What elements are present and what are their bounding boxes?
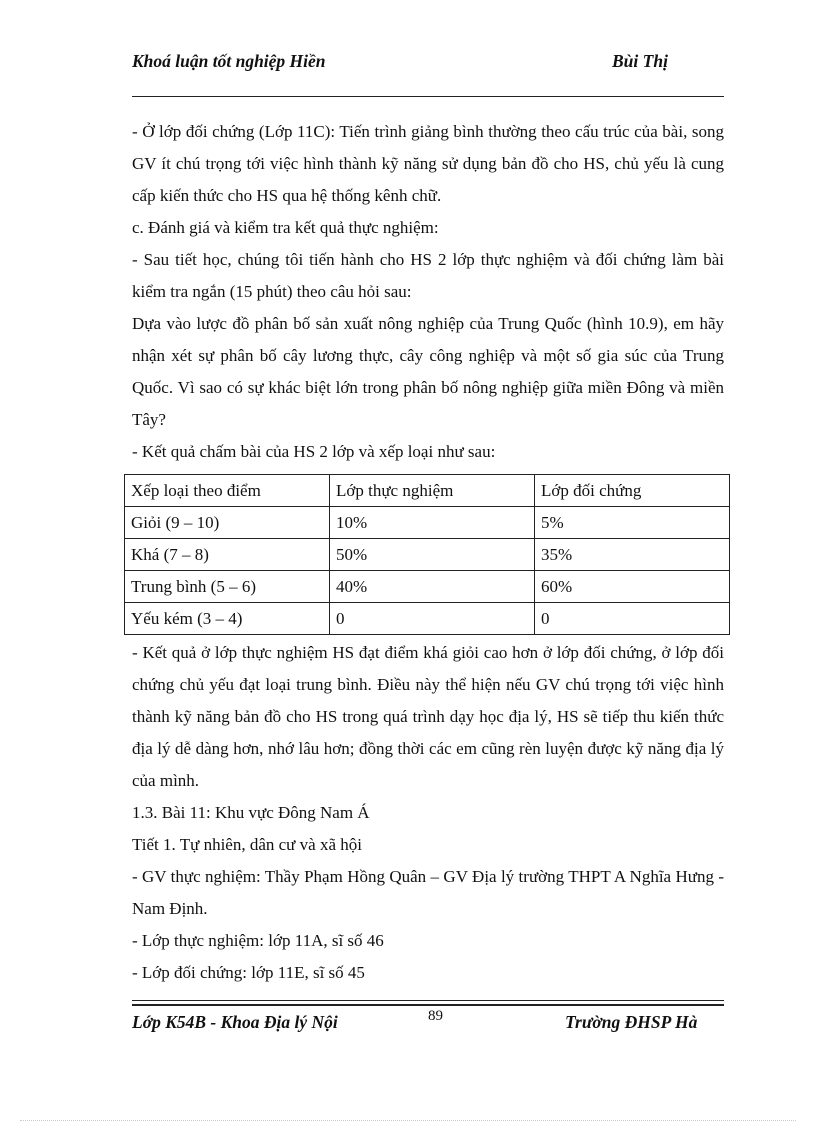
table-cell: 0 <box>330 603 535 635</box>
paragraph-test-intro: - Sau tiết học, chúng tôi tiến hành cho HS 2 lớp thực nghiệm và đối chứng làm bài kiểm tra ngắn (15 phút) theo câu hỏi sau: <box>132 250 724 301</box>
footer-rule-thin <box>132 1000 724 1001</box>
table-cell: 35% <box>535 539 730 571</box>
table-row <box>125 603 730 635</box>
paragraph-experimental-class: - Lớp thực nghiệm: lớp 11A, sĩ số 46 <box>132 931 384 950</box>
paragraph-results-intro: - Kết quả chấm bài của HS 2 lớp và xếp loại như sau: <box>132 442 496 461</box>
page-bottom-dotted-edge <box>20 1120 796 1121</box>
paragraph-results-analysis: - Kết quả ở lớp thực nghiệm HS đạt điểm khá giỏi cao hơn ở lớp đối chứng, ở lớp đối chứng chủ yếu đạt loại trung bình. Điều này thể hiện nếu GV chú trọng tới việc hình thành kỹ năng bản đồ cho HS trong quá trình dạy học địa lý, HS sẽ tiếp thu kiến thức địa lý dễ dàng hơn, nhớ lâu hơn; đồng thời các em cũng rèn luyện được kỹ năng địa lý của mình. <box>132 643 724 790</box>
table-cell: 0 <box>535 603 730 635</box>
results-table <box>124 474 730 635</box>
table-cell: Giỏi (9 – 10) <box>125 507 330 539</box>
footer-university: Trường ĐHSP Hà <box>565 1012 698 1032</box>
table-header-cell: Lớp đối chứng <box>535 475 730 507</box>
table-cell: 50% <box>330 539 535 571</box>
table-cell: Khá (7 – 8) <box>125 539 330 571</box>
table-row <box>125 539 730 571</box>
paragraph-control-class-size: - Lớp đối chứng: lớp 11E, sĩ số 45 <box>132 963 365 982</box>
header-rule <box>132 96 724 97</box>
paragraph-test-question: Dựa vào lược đồ phân bố sản xuất nông nghiệp của Trung Quốc (hình 10.9), em hãy nhận xét sự phân bố cây lương thực, cây công nghiệp và một số gia súc của Trung Quốc. Vì sao có sự khác biệt lớn trong phân bố nông nghiệp giữa miền Đông và miền Tây? <box>132 314 724 429</box>
table-row <box>125 507 730 539</box>
section-heading-lesson-11: 1.3. Bài 11: Khu vực Đông Nam Á <box>132 803 370 822</box>
section-heading-evaluation: c. Đánh giá và kiểm tra kết quả thực nghiệm: <box>132 218 439 237</box>
page-header <box>132 50 724 96</box>
table-cell: Trung bình (5 – 6) <box>125 571 330 603</box>
page-number: 89 <box>428 1008 443 1024</box>
table-cell: 60% <box>535 571 730 603</box>
paragraph-teacher: - GV thực nghiệm: Thầy Phạm Hồng Quân – GV Địa lý trường THPT A Nghĩa Hưng - Nam Định. <box>132 867 724 918</box>
table-cell: 40% <box>330 571 535 603</box>
header-author: Bùi Thị <box>612 51 668 71</box>
document-body <box>132 116 724 989</box>
lesson-period-title: Tiết 1. Tự nhiên, dân cư và xã hội <box>132 835 362 854</box>
table-header-row <box>125 475 730 507</box>
table-header-cell: Lớp thực nghiệm <box>330 475 535 507</box>
footer-class-department: Lớp K54B - Khoa Địa lý Nội <box>132 1012 338 1032</box>
table-cell: 10% <box>330 507 535 539</box>
table-cell: 5% <box>535 507 730 539</box>
header-thesis-title: Khoá luận tốt nghiệp Hiền <box>132 51 326 71</box>
table-row <box>125 571 730 603</box>
table-header-cell: Xếp loại theo điểm <box>125 475 330 507</box>
footer-rule-thick <box>132 1004 724 1006</box>
paragraph-control-class: - Ở lớp đối chứng (Lớp 11C): Tiến trình giảng bình thường theo cấu trúc của bài, song GV ít chú trọng tới việc hình thành kỹ năng sử dụng bản đồ cho HS, chủ yếu là cung cấp kiến thức cho HS qua hệ thống kênh chữ. <box>132 122 724 205</box>
table-cell: Yếu kém (3 – 4) <box>125 603 330 635</box>
